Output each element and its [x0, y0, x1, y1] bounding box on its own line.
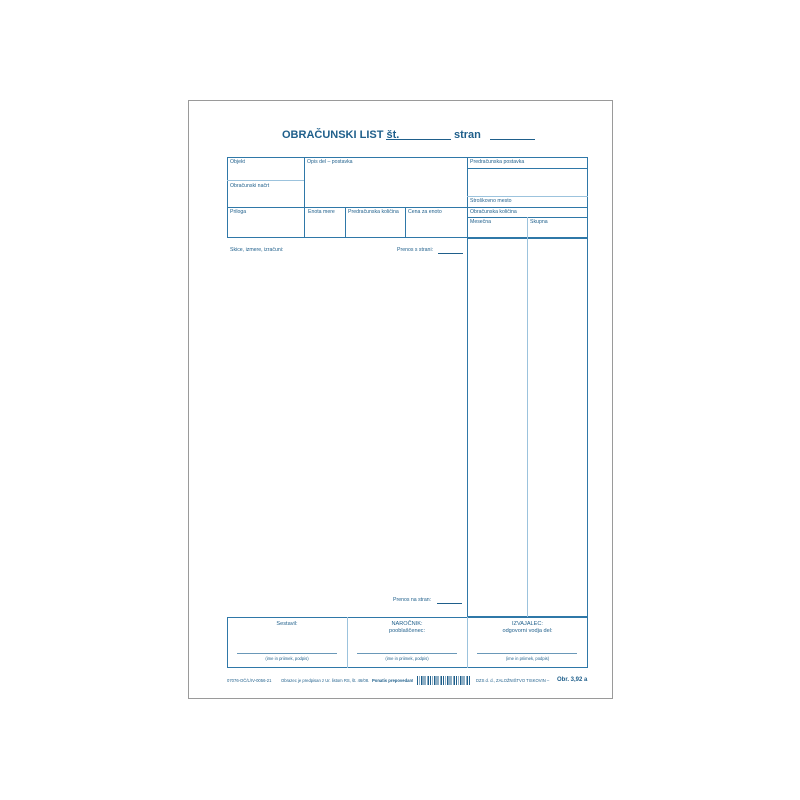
reprint-warning: Ponatis prepovedan!	[372, 678, 414, 683]
sestavil-label: Sestavil:	[276, 621, 298, 627]
number-field[interactable]	[386, 139, 451, 140]
legal-note: Obrazec je predpisan z Ur. listom RS, št. 46/08.	[281, 678, 370, 683]
signature-hint: (ime in priimek, podpis)	[385, 656, 429, 661]
obracunska-kolicina-label: Obračunska količina	[470, 209, 517, 215]
izvajalec-label: IZVAJALEC:	[512, 621, 543, 627]
priloga-label: Priloga	[230, 209, 247, 215]
pooblascenec-label: pooblaščenec:	[388, 628, 426, 634]
publisher: DZS d. d., ZALOŽNIŠTVO TISKOVIN –	[476, 678, 550, 683]
predracunska-postavka-label: Predračunska postavka	[470, 159, 525, 165]
page-label: stran	[454, 129, 481, 141]
objekt-label: Objekt	[230, 159, 245, 165]
signature-line-sestavil[interactable]	[237, 653, 337, 654]
prenos-s-strani-label: Prenos s strani:	[397, 247, 434, 253]
header-table	[227, 157, 588, 238]
page-number-field[interactable]	[490, 139, 535, 140]
mesecna-label: Mesečna	[470, 219, 492, 225]
signature-hint: (ime in priimek, podpis)	[505, 656, 550, 661]
obracunski-nacrt-label: Obračunski načrt	[230, 183, 270, 189]
narocnik-label: NAROČNIK:	[391, 621, 423, 627]
prenos-na-stran-label: Prenos na stran:	[393, 597, 432, 603]
odgovorni-vodja-label: odgovorni vodja del:	[502, 628, 553, 634]
form-title: OBRAČUNSKI LIST št.	[282, 129, 400, 141]
prenos-s-strani-field[interactable]	[438, 253, 463, 254]
opis-del-label: Opis del – postavka	[307, 159, 353, 165]
form-number: Obr. 3,92 a	[557, 677, 588, 683]
signature-line-narocnik[interactable]	[357, 653, 457, 654]
skice-label: Skice, izmere, izračuni:	[230, 247, 284, 253]
barcode-image	[417, 676, 471, 685]
predracunska-kolicina-label: Predračunska količina	[348, 209, 399, 215]
form-code: 07076-OČ/L/IV-0056-21	[227, 678, 272, 683]
form-sheet	[188, 100, 613, 699]
stroskovno-mesto-label: Stroškovno mesto	[470, 198, 512, 204]
signature-line-izvajalec[interactable]	[477, 653, 577, 654]
cena-za-enoto-label: Cena za enoto	[408, 209, 442, 215]
skupna-label: Skupna	[530, 219, 548, 225]
prenos-na-stran-field[interactable]	[437, 603, 462, 604]
enota-mere-label: Enota mere	[308, 209, 335, 215]
signature-hint: (ime in priimek, podpis)	[265, 656, 309, 661]
